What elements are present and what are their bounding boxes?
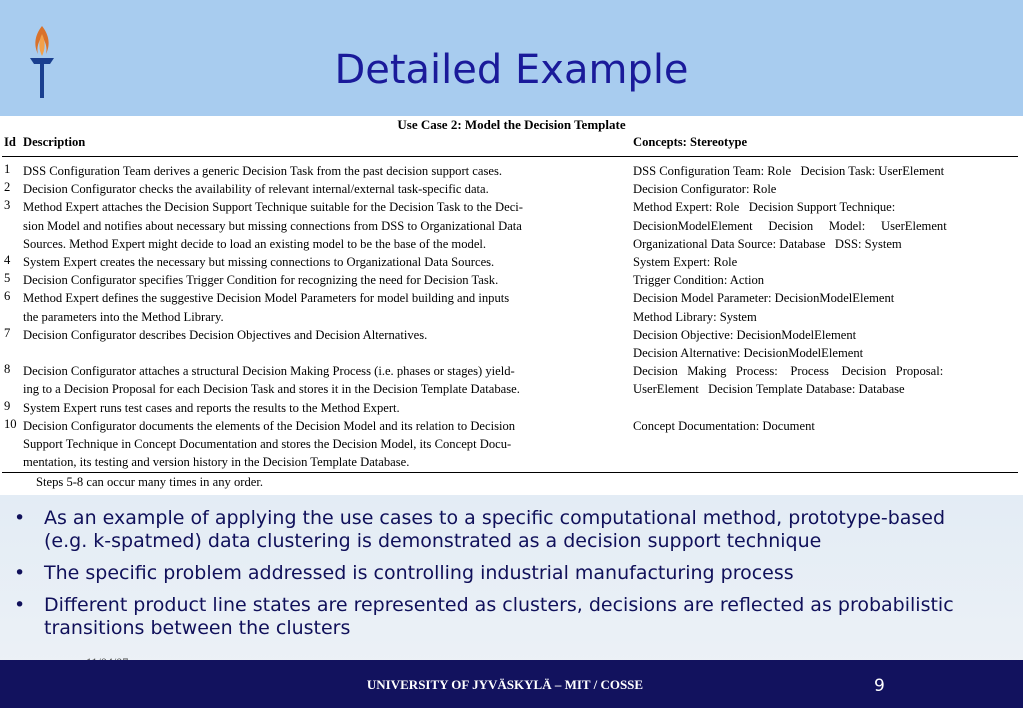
concept-line: DSS Configuration Team: Role Decision Task: UserElement bbox=[633, 164, 945, 178]
footer-bar bbox=[0, 660, 1023, 708]
bullet-item: • The specific problem addressed is controlling industrial manufacturing process bbox=[14, 562, 974, 585]
table-row bbox=[0, 289, 1023, 325]
row-description bbox=[23, 180, 629, 198]
concept-line: UserElement Decision Template Database: Database bbox=[633, 382, 905, 397]
table-row bbox=[0, 399, 1023, 417]
concept-line: Trigger Condition: Action bbox=[633, 273, 765, 288]
row-id: 1 bbox=[4, 162, 11, 176]
row-concepts bbox=[633, 289, 1018, 325]
row-description bbox=[23, 271, 629, 289]
description-line: DSS Configuration Team derives a generic Decision Task from the past decision support cases. bbox=[23, 164, 503, 178]
row-description bbox=[23, 289, 629, 325]
row-concepts bbox=[633, 271, 1018, 289]
row-concepts bbox=[633, 326, 1018, 362]
concept-line: Concept Documentation: Document bbox=[633, 418, 815, 433]
row-id: 4 bbox=[4, 253, 11, 267]
description-line: ing to a Decision Proposal for each Decision Task and stores it in the Decision Template Database. bbox=[23, 382, 520, 397]
header-description: Description bbox=[23, 135, 86, 149]
bullet-item: • Different product line states are represented as clusters, decisions are reflected as probabilistic transitions between the clusters bbox=[14, 594, 974, 640]
concept-line: Decision Configurator: Role bbox=[633, 182, 777, 197]
row-description bbox=[23, 253, 629, 271]
description-line: Method Expert attaches the Decision Support Technique suitable for the Decision Task to the Deci- bbox=[23, 200, 523, 215]
bullet-item: • As an example of applying the use cases to a specific computational method, prototype-based (e.g. k-spatmed) data clustering is demonstrated as a decision support technique bbox=[14, 507, 974, 553]
concept-line: Method Library: System bbox=[633, 309, 757, 324]
concept-line: Decision Objective: DecisionModelElement bbox=[633, 327, 857, 342]
description-line: System Expert creates the necessary but missing connections to Organizational Data Sources. bbox=[23, 255, 495, 269]
table-row bbox=[0, 162, 1023, 180]
description-line: Decision Configurator attaches a structural Decision Making Process (i.e. phases or stages) yield- bbox=[23, 364, 515, 379]
slide-title: Detailed Example bbox=[334, 47, 689, 93]
table-row bbox=[0, 253, 1023, 271]
footer-text: UNIVERSITY OF JYVÄSKYLÄ – MIT / COSSE bbox=[366, 677, 644, 692]
concept-line: DecisionModelElement Decision Model: UserElement bbox=[633, 218, 947, 233]
bullet-list bbox=[14, 507, 974, 649]
table-footnote: Steps 5-8 can occur many times in any order. bbox=[36, 475, 263, 489]
description-line: Decision Configurator documents the elements of the Decision Model and its relation to Decision bbox=[23, 418, 516, 433]
row-id: 2 bbox=[4, 180, 11, 195]
description-line: Decision Configurator specifies Trigger Condition for recognizing the need for Decision Task. bbox=[23, 273, 499, 288]
concept-line: Decision Alternative: DecisionModelElement bbox=[633, 346, 864, 360]
description-line: mentation, its testing and version history in the Decision Template Database. bbox=[23, 455, 410, 470]
row-concepts bbox=[633, 198, 1018, 253]
table-row bbox=[0, 417, 1023, 472]
table-header-rule bbox=[2, 156, 1018, 157]
row-id: 10 bbox=[4, 416, 17, 431]
row-id: 3 bbox=[4, 198, 11, 213]
table-row bbox=[0, 271, 1023, 289]
row-concepts bbox=[633, 180, 1018, 198]
description-line: Decision Configurator checks the availability of relevant internal/external task-specific data. bbox=[23, 182, 489, 197]
header-concepts: Concepts: Stereotype bbox=[633, 135, 748, 149]
table-row bbox=[0, 326, 1023, 362]
row-concepts bbox=[633, 253, 1018, 271]
concept-line: System Expert: Role bbox=[633, 255, 738, 269]
description-line: Sources. Method Expert might decide to load an existing model to be the base of the model. bbox=[23, 236, 487, 251]
row-description bbox=[23, 326, 629, 344]
table-row bbox=[0, 362, 1023, 398]
header-band bbox=[0, 0, 1023, 116]
row-description bbox=[23, 198, 629, 253]
row-description bbox=[23, 162, 629, 180]
row-concepts bbox=[633, 162, 1018, 180]
row-description bbox=[23, 399, 629, 417]
concept-line: Decision Making Process: Process Decision Proposal: bbox=[633, 364, 944, 379]
row-id: 6 bbox=[4, 289, 11, 304]
description-line: Support Technique in Concept Documentation and stores the Decision Model, its Concept Docu- bbox=[23, 437, 512, 451]
concept-line: Decision Model Parameter: DecisionModelElement bbox=[633, 291, 895, 306]
description-line: sion Model and notifies about necessary but missing connections from DSS to Organizational Data bbox=[23, 218, 522, 233]
row-concepts bbox=[633, 417, 1018, 435]
row-id: 5 bbox=[4, 271, 11, 286]
description-line: Method Expert defines the suggestive Decision Model Parameters for model building and inputs bbox=[23, 291, 510, 306]
page-number: 9 bbox=[874, 676, 885, 696]
header-id: Id bbox=[4, 135, 16, 149]
concept-line: Method Expert: Role Decision Support Technique: bbox=[633, 200, 896, 215]
row-concepts bbox=[633, 362, 1018, 398]
use-case-table bbox=[0, 116, 1023, 495]
row-description bbox=[23, 417, 629, 472]
row-id: 8 bbox=[4, 362, 11, 377]
table-row bbox=[0, 198, 1023, 253]
row-description bbox=[23, 362, 629, 398]
table-bottom-rule bbox=[2, 472, 1018, 473]
description-line: System Expert runs test cases and reports the results to the Method Expert. bbox=[23, 400, 400, 415]
row-id: 9 bbox=[4, 398, 11, 413]
concept-line: Organizational Data Source: Database DSS: System bbox=[633, 236, 902, 251]
description-line: Decision Configurator describes Decision Objectives and Decision Alternatives. bbox=[23, 327, 428, 342]
description-line: the parameters into the Method Library. bbox=[23, 309, 224, 324]
row-id: 7 bbox=[4, 325, 11, 340]
table-row bbox=[0, 180, 1023, 198]
table-caption: Use Case 2: Model the Decision Template bbox=[397, 117, 626, 132]
